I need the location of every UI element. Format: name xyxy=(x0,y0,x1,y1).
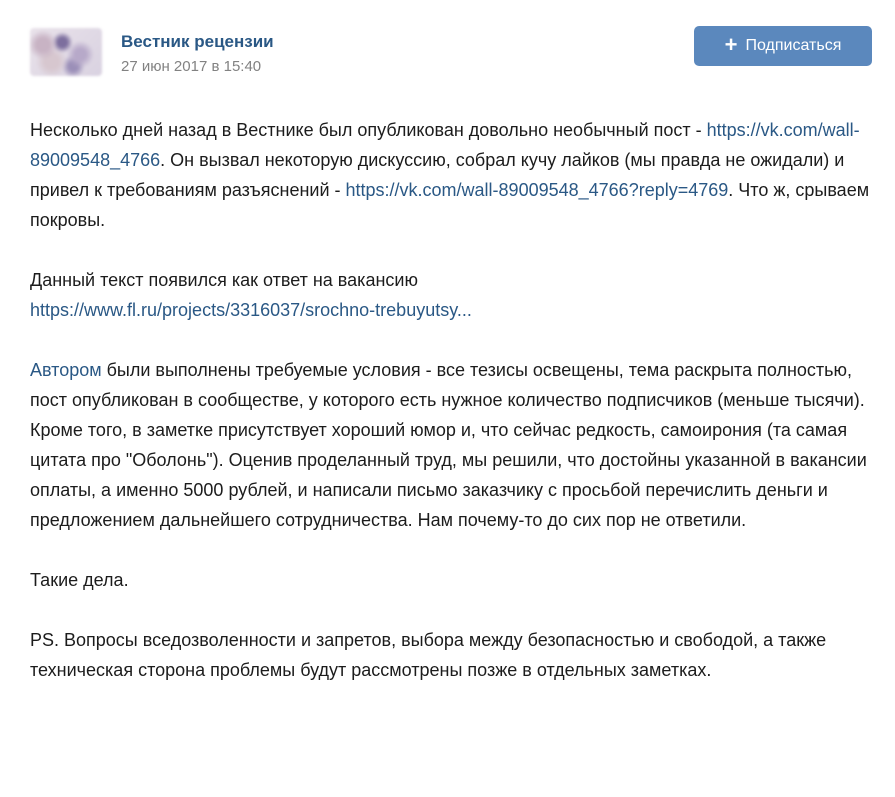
paragraph-1-text-b: . Он вызвал некоторую дискуссию, собрал кучу лайков (мы правда не ожидали) и привел к требованиям разъяснений - xyxy=(30,150,845,200)
author-mention-link[interactable]: Автором xyxy=(30,360,102,380)
paragraph-2 xyxy=(30,265,875,325)
plus-icon: + xyxy=(724,32,738,57)
paragraph-1 xyxy=(30,115,875,235)
paragraph-3-text: были выполнены требуемые условия - все тезисы освещены, тема раскрыта полностью, пост опубликован в сообществе, у которого есть нужное количество подписчиков (меньше тысячи). Кроме того, в заметке присутствует хороший юмор и, что сейчас редкость, самоирония (та самая цитата про "Оболонь"). Оценив проделанный труд, мы решили, что достойны указанной в вакансии оплаты, а именно 5000 рублей, и написали письмо заказчику с просьбой перечислить деньги и предложением дальнейшего сотрудничества. Нам почему-то до сих пор не ответили. xyxy=(30,360,867,530)
post-header xyxy=(30,26,880,82)
paragraph-2-text: Данный текст появился как ответ на вакансию xyxy=(30,270,418,290)
paragraph-1-text-a: Несколько дней назад в Вестнике был опубликован довольно необычный пост - xyxy=(30,120,707,140)
paragraph-3 xyxy=(30,355,875,535)
paragraph-1-text-c: . Что ж, срываем покровы. xyxy=(30,180,870,230)
paragraph-4: Такие дела. xyxy=(30,570,129,590)
reply-link[interactable]: https://vk.com/wall-89009548_4766?reply=4769 xyxy=(345,180,729,200)
subscribe-label: Подписаться xyxy=(745,37,842,54)
vacancy-link[interactable]: https://www.fl.ru/projects/3316037/srochno-trebuyutsy... xyxy=(30,300,472,320)
author-name[interactable]: Вестник рецензии xyxy=(121,32,274,51)
post-link-1[interactable]: https://vk.com/wall-89009548_4766 xyxy=(30,120,860,170)
avatar[interactable] xyxy=(30,28,102,76)
subscribe-button[interactable] xyxy=(694,26,872,66)
paragraph-5: PS. Вопросы вседозволенности и запретов, выбора между безопасностью и свободой, а также техническая сторона проблемы будут рассмотрены позже в отдельных заметках. xyxy=(30,630,827,680)
post-text xyxy=(30,115,875,715)
post-date[interactable]: 27 июн 2017 в 15:40 xyxy=(121,58,262,75)
